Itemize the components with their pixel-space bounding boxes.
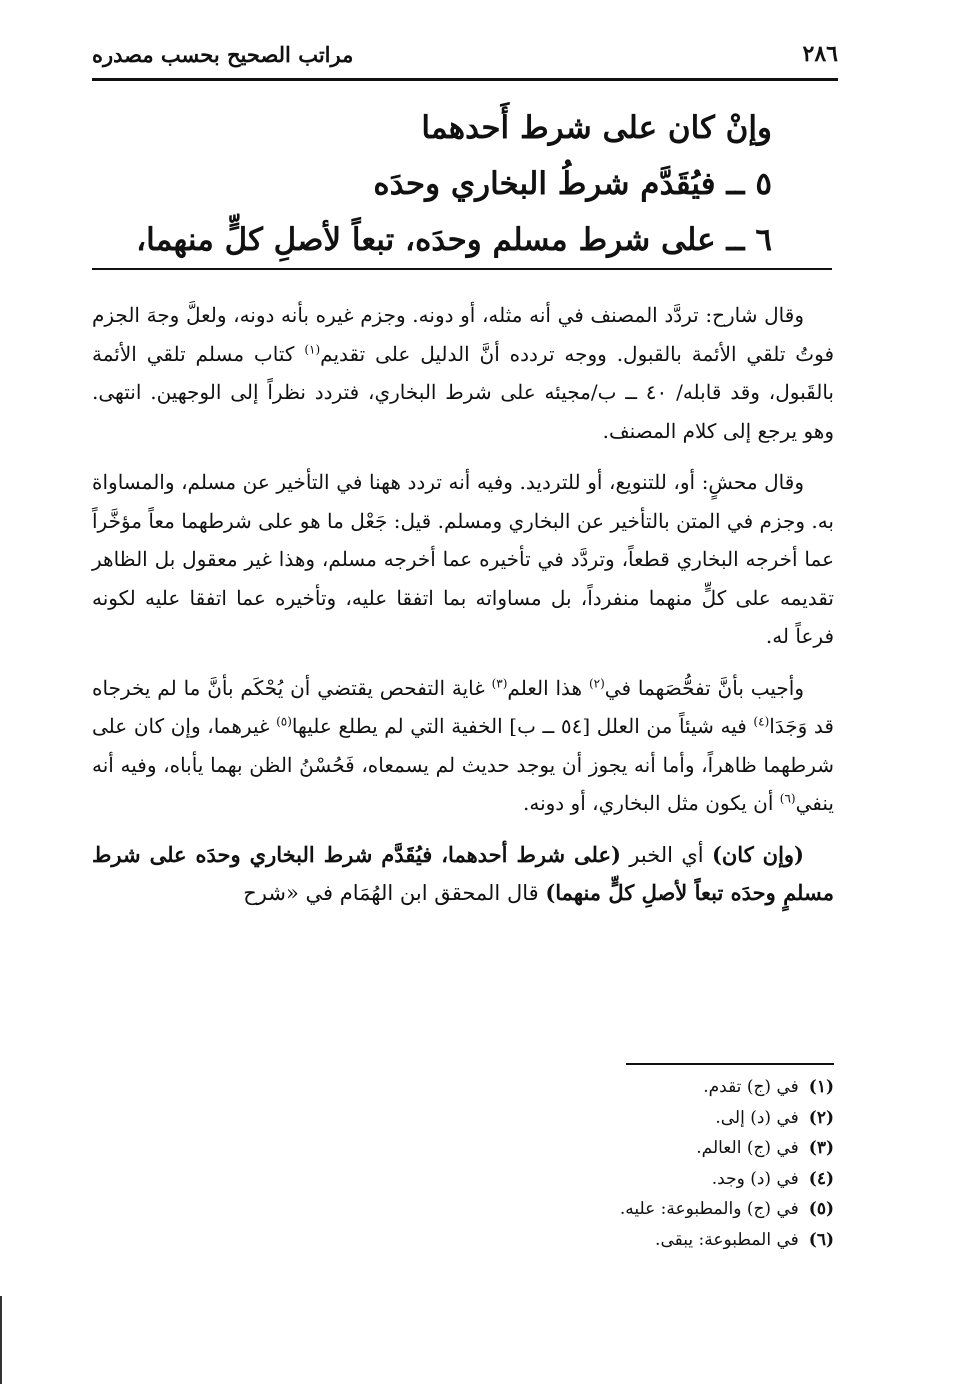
footnote-number: (٤) bbox=[808, 1168, 834, 1189]
verse-block bbox=[92, 100, 772, 268]
footnote-text: في (د) إلى. bbox=[715, 1107, 799, 1128]
footnote-number: (٦) bbox=[808, 1229, 834, 1250]
paragraph-text: وقال شارح: تردَّد المصنف في أنه مثله، أو دونه. وجزم غيره بأنه دونه، ولعلَّ وجهَ الجزم فوتُ تلقي الأئمة بالقبول. ووجه تردده أنَّ الدليل على تقديم bbox=[92, 303, 834, 366]
quoted-text: (وإن كان) bbox=[711, 841, 804, 867]
paragraph-text: غاية التفحص يقتضي أن يُحْكَم بأنَّ ما لم يخرجاه قد وَجَدَا bbox=[92, 675, 834, 738]
verse-line: ٦ ــ على شرط مسلم وحدَه، تبعاً لأصلِ كلٍّ منهما، bbox=[136, 222, 772, 258]
verse-line: وإنْ كان على شرط أَحدهما bbox=[421, 110, 772, 146]
quoted-text: (على شرط أحدهما، فيُقَدَّم شرط البخاري وحدَه على شرط مسلمٍ وحدَه تبعاً لأصلِ كلٍّ منهما) bbox=[92, 841, 834, 905]
footnote-ref[interactable]: (٢) bbox=[588, 675, 605, 690]
paragraph bbox=[92, 296, 834, 450]
footnote-ref[interactable]: (٥) bbox=[276, 714, 292, 729]
scan-edge-line bbox=[0, 1296, 2, 1384]
paragraph-text: قال المحقق ابن الهُمَام في «شرح bbox=[243, 881, 546, 905]
verse-line: ٥ ــ فيُقَدَّم شرطُ البخاري وحدَه bbox=[373, 166, 772, 202]
page-header bbox=[92, 30, 838, 81]
footnote-ref[interactable]: (٦) bbox=[779, 791, 796, 806]
footnote bbox=[400, 1164, 834, 1195]
footnote bbox=[400, 1225, 834, 1256]
footnote-divider bbox=[626, 1063, 834, 1065]
footnote-ref[interactable]: (٤) bbox=[753, 714, 770, 729]
footnote-number: (٣) bbox=[808, 1138, 834, 1158]
paragraph-text: غيرهما، وإن كان على شرطهما ظاهراً، وأما أنه يجوز أن يوجد حديث لم يسمعاه، فَحُسْنُ الظن بهما يأباه، وفيه أنه ينفي bbox=[92, 714, 835, 815]
footnote-text: في (ج) والمطبوعة: عليه. bbox=[619, 1199, 799, 1219]
commentary-body bbox=[92, 296, 834, 926]
footnote bbox=[400, 1133, 834, 1164]
footnote-text: في (د) وجد. bbox=[711, 1168, 799, 1189]
running-title: مراتب الصحيح بحسب مصدره bbox=[92, 41, 354, 67]
paragraph bbox=[92, 669, 834, 823]
footnote bbox=[400, 1194, 834, 1225]
footnote-number: (٢) bbox=[808, 1107, 834, 1128]
paragraph-text: وأجيب بأنَّ تفحُّصَهما في bbox=[604, 675, 804, 700]
paragraph-text: هذا العلم bbox=[507, 675, 589, 700]
page-number: ٢٨٦ bbox=[802, 41, 838, 67]
footnote-text: في (ج) تقدم. bbox=[703, 1077, 799, 1097]
footnote-number: (١) bbox=[808, 1077, 834, 1097]
paragraph-text: أن يكون مثل البخاري، أو دونه. bbox=[522, 791, 780, 815]
footnote-text: في المطبوعة: يبقى. bbox=[655, 1229, 799, 1250]
footnote-number: (٥) bbox=[808, 1199, 834, 1219]
paragraph-text: فيه شيئاً من العلل [٥٤ ــ ب] الخفية التي لم يطلع عليها bbox=[291, 714, 754, 738]
footnote bbox=[400, 1103, 834, 1134]
paragraph: وقال محشٍ: أو، للتنويع، أو للترديد. وفيه أنه تردد ههنا في التأخير عن مسلم، والمساواة به. وجزم في المتن بالتأخير عن البخاري ومسلم. قيل: جَعْل ما هو على شرطهما معاً مؤخَّراً عما أخرجه البخاري قطعاً، وتردَّد في تأخيره عما أخرجه مسلم، وهذا غير معقول بل الظاهر تقديمه على كلٍّ منهما منفرداً، بل مساواته بما اتفقا عليه، وتأخيره عما اتفقا عليه لكونه فرعاً له. bbox=[92, 470, 834, 648]
footnote-text: في (ج) العالم. bbox=[696, 1138, 799, 1158]
verse-divider bbox=[92, 268, 832, 270]
footnote-ref[interactable]: (١) bbox=[304, 341, 321, 356]
footnote bbox=[400, 1072, 834, 1103]
paragraph bbox=[92, 836, 834, 913]
paragraph-text: كتاب مسلم تلقي الأئمة بالقَبول، وقد قابله/ ٤٠ ــ ب/مجيئه على شرط البخاري، فتردد نظراً إلى الوجهين. انتهى. وهو يرجع إلى كلام المصنف. bbox=[92, 341, 834, 443]
footnotes bbox=[400, 1072, 834, 1255]
paragraph-text: أي الخبر bbox=[620, 842, 712, 867]
footnote-ref[interactable]: (٣) bbox=[491, 675, 508, 690]
